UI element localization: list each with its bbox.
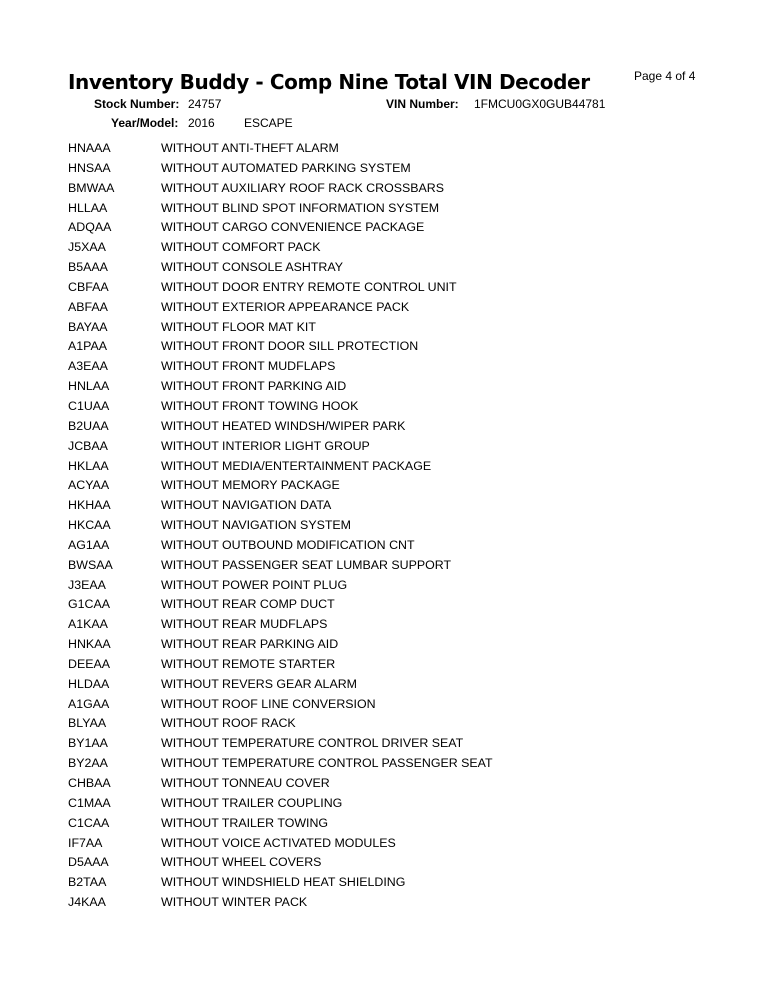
option-description: WITHOUT REAR PARKING AID xyxy=(161,637,339,652)
option-code: HLLAA xyxy=(68,200,108,215)
option-code: HLDAA xyxy=(68,676,110,691)
list-item xyxy=(0,476,773,496)
list-item xyxy=(0,695,773,715)
option-description: WITHOUT ROOF LINE CONVERSION xyxy=(161,696,376,711)
option-description: WITHOUT TONNEAU COVER xyxy=(161,776,330,790)
list-item xyxy=(0,635,773,655)
list-item xyxy=(0,873,773,893)
option-code: AG1AA xyxy=(68,537,110,552)
list-item xyxy=(0,734,773,754)
list-item xyxy=(0,814,773,834)
option-code: DEEAA xyxy=(68,656,111,671)
list-item xyxy=(0,496,773,516)
option-code: HKLAA xyxy=(68,458,109,473)
option-code: A1KAA xyxy=(68,617,108,632)
option-description: WITHOUT TRAILER TOWING xyxy=(161,815,329,830)
list-item xyxy=(0,417,773,437)
option-code: A3EAA xyxy=(68,359,108,374)
option-code: A1PAA xyxy=(68,339,108,354)
option-code: ADQAA xyxy=(68,220,112,235)
option-description: WITHOUT AUXILIARY ROOF RACK CROSSBARS xyxy=(161,180,444,195)
list-item xyxy=(0,318,773,338)
option-code-list xyxy=(0,139,773,913)
list-item xyxy=(0,258,773,278)
list-item xyxy=(0,199,773,219)
option-description: WITHOUT ROOF RACK xyxy=(161,716,296,731)
option-description: WITHOUT FLOOR MAT KIT xyxy=(161,319,316,334)
option-description: WITHOUT FRONT PARKING AID xyxy=(161,379,347,394)
vin-number-label: VIN Number: xyxy=(386,97,459,111)
option-description: WITHOUT AUTOMATED PARKING SYSTEM xyxy=(161,160,411,175)
option-code: BY1AA xyxy=(68,736,108,751)
option-code: J5XAA xyxy=(68,240,106,255)
option-code: CBFAA xyxy=(68,279,109,294)
option-description: WITHOUT MEDIA/ENTERTAINMENT PACKAGE xyxy=(161,458,432,473)
list-item xyxy=(0,655,773,675)
option-description: WITHOUT ANTI-THEFT ALARM xyxy=(161,141,339,155)
list-item xyxy=(0,714,773,734)
page-number: Page 4 of 4 xyxy=(634,69,696,83)
option-code: HNSAA xyxy=(68,160,111,175)
option-description: WITHOUT TEMPERATURE CONTROL DRIVER SEAT xyxy=(161,736,464,751)
option-code: JCBAA xyxy=(68,438,108,453)
list-item xyxy=(0,397,773,417)
option-description: WITHOUT POWER POINT PLUG xyxy=(161,577,348,592)
option-description: WITHOUT REAR MUDFLAPS xyxy=(161,617,328,632)
option-description: WITHOUT FRONT TOWING HOOK xyxy=(161,398,359,413)
option-code: HNKAA xyxy=(68,637,111,652)
option-code: J3EAA xyxy=(68,577,106,592)
option-description: WITHOUT WINTER PACK xyxy=(161,895,308,910)
option-description: WITHOUT REAR COMP DUCT xyxy=(161,597,335,612)
option-code: HKCAA xyxy=(68,518,111,533)
list-item xyxy=(0,457,773,477)
list-item xyxy=(0,179,773,199)
option-description: WITHOUT REVERS GEAR ALARM xyxy=(161,676,357,691)
option-code: BMWAA xyxy=(68,180,115,195)
option-code: C1UAA xyxy=(68,398,110,413)
stock-number-value: 24757 xyxy=(188,97,222,111)
year-model-label: Year/Model: xyxy=(111,116,179,130)
option-description: WITHOUT HEATED WINDSH/WIPER PARK xyxy=(161,418,406,433)
vin-number-value: 1FMCU0GX0GUB44781 xyxy=(474,97,606,111)
list-item xyxy=(0,556,773,576)
page-title: Inventory Buddy - Comp Nine Total VIN Decoder xyxy=(68,70,590,94)
list-item xyxy=(0,357,773,377)
option-code: C1MAA xyxy=(68,795,111,810)
option-description: WITHOUT WHEEL COVERS xyxy=(161,855,322,870)
option-code: HNLAA xyxy=(68,379,110,394)
option-description: WITHOUT INTERIOR LIGHT GROUP xyxy=(161,438,370,453)
list-item xyxy=(0,159,773,179)
list-item xyxy=(0,853,773,873)
option-code: HNAAA xyxy=(68,141,111,155)
list-item xyxy=(0,595,773,615)
option-description: WITHOUT OUTBOUND MODIFICATION CNT xyxy=(161,537,415,552)
list-item xyxy=(0,218,773,238)
list-item xyxy=(0,794,773,814)
list-item xyxy=(0,516,773,536)
list-item xyxy=(0,377,773,397)
option-code: CHBAA xyxy=(68,776,111,790)
stock-number-label: Stock Number: xyxy=(94,97,180,111)
list-item xyxy=(0,298,773,318)
option-description: WITHOUT EXTERIOR APPEARANCE PACK xyxy=(161,299,410,314)
list-item xyxy=(0,536,773,556)
option-description: WITHOUT WINDSHIELD HEAT SHIELDING xyxy=(161,875,406,890)
list-item xyxy=(0,774,773,794)
year-value: 2016 xyxy=(188,116,215,130)
list-item xyxy=(0,139,773,159)
option-description: WITHOUT REMOTE STARTER xyxy=(161,656,336,671)
list-item xyxy=(0,437,773,457)
option-code: HKHAA xyxy=(68,498,111,513)
option-description: WITHOUT FRONT DOOR SILL PROTECTION xyxy=(161,339,419,354)
list-item xyxy=(0,834,773,854)
option-code: G1CAA xyxy=(68,597,111,612)
option-code: D5AAA xyxy=(68,855,109,870)
list-item xyxy=(0,278,773,298)
list-item xyxy=(0,238,773,258)
option-description: WITHOUT TEMPERATURE CONTROL PASSENGER SEAT xyxy=(161,756,493,771)
list-item xyxy=(0,893,773,913)
option-description: WITHOUT DOOR ENTRY REMOTE CONTROL UNIT xyxy=(161,279,457,294)
option-description: WITHOUT VOICE ACTIVATED MODULES xyxy=(161,835,396,850)
option-code: B5AAA xyxy=(68,260,108,275)
option-code: B2UAA xyxy=(68,418,109,433)
list-item xyxy=(0,337,773,357)
option-code: BWSAA xyxy=(68,557,113,572)
option-code: BY2AA xyxy=(68,756,108,771)
list-item xyxy=(0,615,773,635)
option-code: ACYAA xyxy=(68,478,110,493)
option-code: BAYAA xyxy=(68,319,108,334)
option-description: WITHOUT NAVIGATION SYSTEM xyxy=(161,518,351,533)
list-item xyxy=(0,675,773,695)
option-description: WITHOUT BLIND SPOT INFORMATION SYSTEM xyxy=(161,200,440,215)
list-item xyxy=(0,754,773,774)
option-code: IF7AA xyxy=(68,835,103,850)
option-description: WITHOUT COMFORT PACK xyxy=(161,240,321,255)
option-description: WITHOUT PASSENGER SEAT LUMBAR SUPPORT xyxy=(161,557,452,572)
option-code: J4KAA xyxy=(68,895,106,910)
option-code: ABFAA xyxy=(68,299,108,314)
option-description: WITHOUT MEMORY PACKAGE xyxy=(161,478,340,493)
option-description: WITHOUT NAVIGATION DATA xyxy=(161,498,332,513)
option-description: WITHOUT CONSOLE ASHTRAY xyxy=(161,260,343,275)
option-description: WITHOUT CARGO CONVENIENCE PACKAGE xyxy=(161,220,425,235)
option-code: A1GAA xyxy=(68,696,110,711)
option-code: BLYAA xyxy=(68,716,107,731)
option-code: B2TAA xyxy=(68,875,107,890)
list-item xyxy=(0,576,773,596)
model-value: ESCAPE xyxy=(244,116,293,130)
option-code: C1CAA xyxy=(68,815,110,830)
option-description: WITHOUT TRAILER COUPLING xyxy=(161,795,343,810)
option-description: WITHOUT FRONT MUDFLAPS xyxy=(161,359,336,374)
